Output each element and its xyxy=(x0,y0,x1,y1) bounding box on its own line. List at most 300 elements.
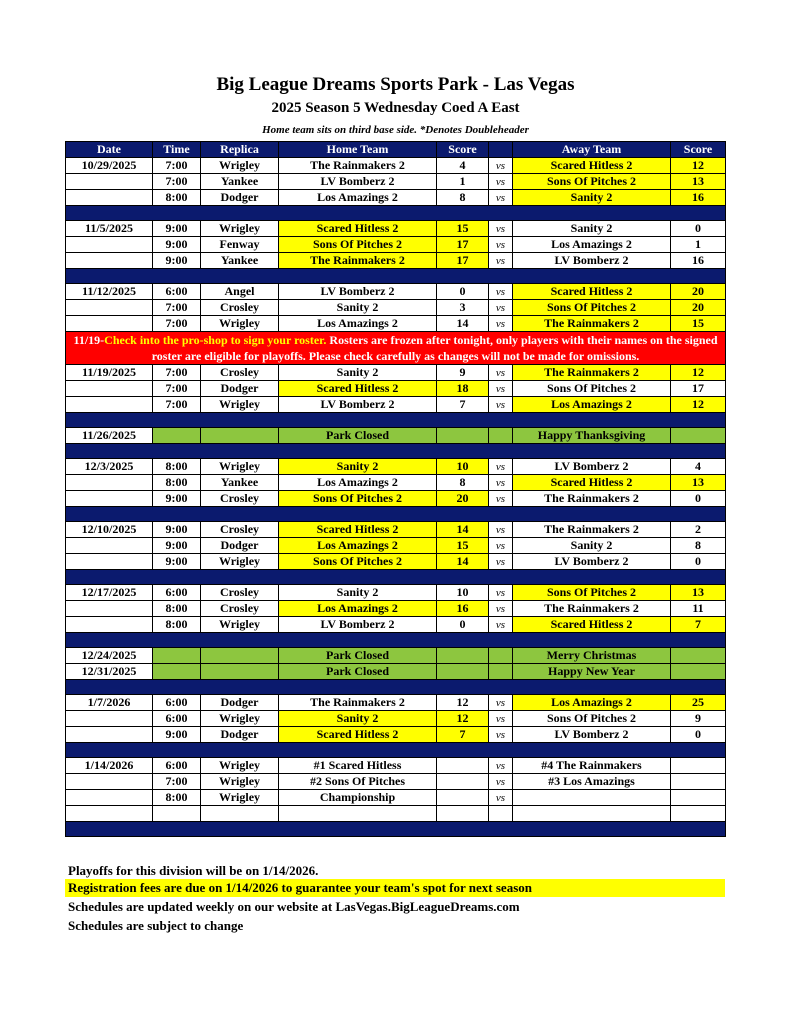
table-row xyxy=(66,300,726,316)
away-team: Scared Hitless 2 xyxy=(513,284,671,300)
away-team: Sanity 2 xyxy=(513,190,671,206)
table-row xyxy=(66,806,726,822)
away-score: 12 xyxy=(671,397,726,413)
separator-cell xyxy=(66,633,726,648)
home-score: 17 xyxy=(437,253,489,269)
game-time: 9:00 xyxy=(153,554,201,570)
separator-cell xyxy=(66,822,726,837)
vs-label xyxy=(489,806,513,822)
game-time: 6:00 xyxy=(153,711,201,727)
vs-label: vs xyxy=(489,475,513,491)
table-row xyxy=(66,664,726,680)
separator-row xyxy=(66,633,726,648)
vs-label: vs xyxy=(489,491,513,507)
away-team: The Rainmakers 2 xyxy=(513,365,671,381)
table-row xyxy=(66,253,726,269)
table-row xyxy=(66,459,726,475)
vs-label: vs xyxy=(489,397,513,413)
roster-notice xyxy=(66,332,726,365)
game-time: 7:00 xyxy=(153,300,201,316)
field-replica: Wrigley xyxy=(201,221,279,237)
home-team: Sons Of Pitches 2 xyxy=(279,237,437,253)
away-score: 11 xyxy=(671,601,726,617)
vs-label: vs xyxy=(489,695,513,711)
field-replica: Yankee xyxy=(201,174,279,190)
away-score: 16 xyxy=(671,190,726,206)
away-team: Sons Of Pitches 2 xyxy=(513,585,671,601)
page-title: Big League Dreams Sports Park - Las Vegas xyxy=(216,74,575,95)
game-date: 11/5/2025 xyxy=(66,221,153,237)
home-score xyxy=(437,790,489,806)
away-score xyxy=(671,774,726,790)
home-score: 14 xyxy=(437,554,489,570)
field-replica xyxy=(201,648,279,664)
field-replica: Crosley xyxy=(201,300,279,316)
table-row xyxy=(66,158,726,174)
vs-label: vs xyxy=(489,617,513,633)
field-replica: Crosley xyxy=(201,522,279,538)
table-row xyxy=(66,174,726,190)
vs-label: vs xyxy=(489,284,513,300)
table-row xyxy=(66,491,726,507)
page-subtitle: 2025 Season 5 Wednesday Coed A East xyxy=(271,100,520,116)
home-score xyxy=(437,774,489,790)
table-row xyxy=(66,758,726,774)
vs-label: vs xyxy=(489,790,513,806)
home-team: Sanity 2 xyxy=(279,711,437,727)
game-date xyxy=(66,190,153,206)
game-date xyxy=(66,237,153,253)
playoffs-note: Playoffs for this division will be on 1/14/2026. xyxy=(68,863,319,878)
game-date xyxy=(66,316,153,332)
away-team: Merry Christmas xyxy=(513,648,671,664)
home-team: Park Closed xyxy=(279,648,437,664)
home-team: Los Amazings 2 xyxy=(279,316,437,332)
separator-row xyxy=(66,413,726,428)
table-row xyxy=(66,648,726,664)
home-score: 16 xyxy=(437,601,489,617)
home-score: 7 xyxy=(437,727,489,743)
home-score xyxy=(437,648,489,664)
home-score: 15 xyxy=(437,538,489,554)
vs-label: vs xyxy=(489,253,513,269)
game-time: 8:00 xyxy=(153,601,201,617)
game-time: 9:00 xyxy=(153,538,201,554)
field-replica: Wrigley xyxy=(201,554,279,570)
game-date: 12/3/2025 xyxy=(66,459,153,475)
game-date: 11/12/2025 xyxy=(66,284,153,300)
table-row xyxy=(66,585,726,601)
away-score: 13 xyxy=(671,475,726,491)
notice-highlight: Check into the pro-shop to sign your roster. xyxy=(104,333,327,347)
away-team: LV Bomberz 2 xyxy=(513,459,671,475)
separator-cell xyxy=(66,269,726,284)
away-score: 20 xyxy=(671,300,726,316)
game-time: 9:00 xyxy=(153,727,201,743)
vs-label: vs xyxy=(489,554,513,570)
roster-notice-row xyxy=(66,332,726,365)
game-date xyxy=(66,554,153,570)
away-team: Los Amazings 2 xyxy=(513,397,671,413)
table-row xyxy=(66,221,726,237)
vs-label: vs xyxy=(489,221,513,237)
field-replica: Dodger xyxy=(201,538,279,554)
vs-label: vs xyxy=(489,158,513,174)
away-team: Scared Hitless 2 xyxy=(513,617,671,633)
home-score: 7 xyxy=(437,397,489,413)
game-time: 9:00 xyxy=(153,253,201,269)
vs-label: vs xyxy=(489,522,513,538)
game-time: 9:00 xyxy=(153,522,201,538)
away-score xyxy=(671,664,726,680)
col-away-team: Away Team xyxy=(513,142,671,158)
away-score xyxy=(671,790,726,806)
home-score: 18 xyxy=(437,381,489,397)
home-team: Scared Hitless 2 xyxy=(279,221,437,237)
away-team: Sanity 2 xyxy=(513,221,671,237)
game-date xyxy=(66,253,153,269)
field-replica: Fenway xyxy=(201,237,279,253)
game-date: 12/17/2025 xyxy=(66,585,153,601)
away-score: 12 xyxy=(671,158,726,174)
game-time xyxy=(153,664,201,680)
game-time: 9:00 xyxy=(153,491,201,507)
home-score: 1 xyxy=(437,174,489,190)
table-row xyxy=(66,522,726,538)
table-row xyxy=(66,237,726,253)
game-time: 9:00 xyxy=(153,237,201,253)
game-time: 7:00 xyxy=(153,158,201,174)
game-date xyxy=(66,174,153,190)
game-time: 8:00 xyxy=(153,190,201,206)
home-team: Sanity 2 xyxy=(279,585,437,601)
game-time xyxy=(153,806,201,822)
home-score: 12 xyxy=(437,695,489,711)
table-row xyxy=(66,365,726,381)
field-replica: Crosley xyxy=(201,585,279,601)
table-row xyxy=(66,711,726,727)
home-team: LV Bomberz 2 xyxy=(279,617,437,633)
game-time: 7:00 xyxy=(153,774,201,790)
away-team xyxy=(513,806,671,822)
home-team: Scared Hitless 2 xyxy=(279,522,437,538)
field-replica: Wrigley xyxy=(201,774,279,790)
away-team: Happy Thanksgiving xyxy=(513,428,671,444)
field-replica: Wrigley xyxy=(201,158,279,174)
table-row xyxy=(66,790,726,806)
away-score: 12 xyxy=(671,365,726,381)
away-score: 2 xyxy=(671,522,726,538)
away-score: 16 xyxy=(671,253,726,269)
field-replica: Crosley xyxy=(201,601,279,617)
away-score xyxy=(671,648,726,664)
home-team: Los Amazings 2 xyxy=(279,601,437,617)
separator-cell xyxy=(66,206,726,221)
game-date xyxy=(66,397,153,413)
field-replica: Crosley xyxy=(201,491,279,507)
game-date: 12/24/2025 xyxy=(66,648,153,664)
vs-label: vs xyxy=(489,585,513,601)
table-row xyxy=(66,284,726,300)
field-replica: Wrigley xyxy=(201,397,279,413)
game-time: 8:00 xyxy=(153,459,201,475)
away-score: 0 xyxy=(671,727,726,743)
game-date: 11/26/2025 xyxy=(66,428,153,444)
home-team: Scared Hitless 2 xyxy=(279,727,437,743)
table-header xyxy=(66,142,726,158)
game-time: 9:00 xyxy=(153,221,201,237)
table-row xyxy=(66,695,726,711)
away-score xyxy=(671,806,726,822)
away-score: 0 xyxy=(671,491,726,507)
game-time: 6:00 xyxy=(153,585,201,601)
game-date xyxy=(66,300,153,316)
game-date: 1/14/2026 xyxy=(66,758,153,774)
separator-row xyxy=(66,444,726,459)
away-team: The Rainmakers 2 xyxy=(513,316,671,332)
field-replica: Dodger xyxy=(201,695,279,711)
away-team: Los Amazings 2 xyxy=(513,237,671,253)
home-score: 20 xyxy=(437,491,489,507)
home-team: LV Bomberz 2 xyxy=(279,174,437,190)
separator-row xyxy=(66,206,726,221)
vs-label: vs xyxy=(489,758,513,774)
col-home-team: Home Team xyxy=(279,142,437,158)
field-replica: Wrigley xyxy=(201,316,279,332)
separator-cell xyxy=(66,413,726,428)
table-row xyxy=(66,190,726,206)
vs-label: vs xyxy=(489,727,513,743)
away-team: Happy New Year xyxy=(513,664,671,680)
home-score: 14 xyxy=(437,316,489,332)
field-replica: Crosley xyxy=(201,365,279,381)
schedule-table xyxy=(65,141,726,837)
field-replica xyxy=(201,428,279,444)
game-date xyxy=(66,774,153,790)
game-date xyxy=(66,491,153,507)
game-date: 12/10/2025 xyxy=(66,522,153,538)
home-team: Sanity 2 xyxy=(279,459,437,475)
away-team: Scared Hitless 2 xyxy=(513,475,671,491)
game-time: 6:00 xyxy=(153,284,201,300)
away-team: Sons Of Pitches 2 xyxy=(513,300,671,316)
col-vs xyxy=(489,142,513,158)
home-team: Sanity 2 xyxy=(279,300,437,316)
away-team: Sons Of Pitches 2 xyxy=(513,174,671,190)
game-date: 1/7/2026 xyxy=(66,695,153,711)
home-team: The Rainmakers 2 xyxy=(279,695,437,711)
game-time: 7:00 xyxy=(153,365,201,381)
game-date: 12/31/2025 xyxy=(66,664,153,680)
away-team: Sons Of Pitches 2 xyxy=(513,381,671,397)
website-note: Schedules are updated weekly on our website at LasVegas.BigLeagueDreams.com xyxy=(68,899,520,914)
home-team: Sons Of Pitches 2 xyxy=(279,554,437,570)
separator-cell xyxy=(66,743,726,758)
away-score xyxy=(671,758,726,774)
home-team: Sons Of Pitches 2 xyxy=(279,491,437,507)
away-team: The Rainmakers 2 xyxy=(513,491,671,507)
away-score: 1 xyxy=(671,237,726,253)
home-score: 10 xyxy=(437,459,489,475)
vs-label: vs xyxy=(489,237,513,253)
separator-row xyxy=(66,570,726,585)
away-team: LV Bomberz 2 xyxy=(513,253,671,269)
home-score: 8 xyxy=(437,475,489,491)
game-time: 7:00 xyxy=(153,174,201,190)
away-team: Scared Hitless 2 xyxy=(513,158,671,174)
separator-row xyxy=(66,743,726,758)
home-team: The Rainmakers 2 xyxy=(279,158,437,174)
home-score xyxy=(437,806,489,822)
change-note: Schedules are subject to change xyxy=(68,918,244,933)
field-replica: Yankee xyxy=(201,475,279,491)
game-date xyxy=(66,475,153,491)
field-replica: Angel xyxy=(201,284,279,300)
game-date xyxy=(66,617,153,633)
col-home-score: Score xyxy=(437,142,489,158)
home-score: 9 xyxy=(437,365,489,381)
vs-label: vs xyxy=(489,365,513,381)
field-replica: Wrigley xyxy=(201,711,279,727)
home-team xyxy=(279,806,437,822)
vs-label: vs xyxy=(489,174,513,190)
home-team: Championship xyxy=(279,790,437,806)
game-time: 7:00 xyxy=(153,316,201,332)
home-team: Los Amazings 2 xyxy=(279,190,437,206)
game-date xyxy=(66,601,153,617)
vs-label: vs xyxy=(489,300,513,316)
away-score: 9 xyxy=(671,711,726,727)
home-score: 4 xyxy=(437,158,489,174)
separator-cell xyxy=(66,680,726,695)
home-score: 0 xyxy=(437,284,489,300)
game-time: 8:00 xyxy=(153,475,201,491)
home-team: #1 Scared Hitless xyxy=(279,758,437,774)
vs-label: vs xyxy=(489,711,513,727)
home-score xyxy=(437,428,489,444)
away-team: Sons Of Pitches 2 xyxy=(513,711,671,727)
home-team: Los Amazings 2 xyxy=(279,475,437,491)
away-score: 20 xyxy=(671,284,726,300)
game-time: 8:00 xyxy=(153,617,201,633)
separator-row xyxy=(66,269,726,284)
notice-prefix: 11/19- xyxy=(73,333,105,347)
home-score xyxy=(437,664,489,680)
vs-label: vs xyxy=(489,190,513,206)
away-team: #4 The Rainmakers xyxy=(513,758,671,774)
home-score: 8 xyxy=(437,190,489,206)
home-score: 0 xyxy=(437,617,489,633)
game-date: 11/19/2025 xyxy=(66,365,153,381)
home-team: Scared Hitless 2 xyxy=(279,381,437,397)
away-score: 8 xyxy=(671,538,726,554)
away-score: 13 xyxy=(671,585,726,601)
home-score: 10 xyxy=(437,585,489,601)
away-score: 15 xyxy=(671,316,726,332)
away-score: 17 xyxy=(671,381,726,397)
field-replica: Wrigley xyxy=(201,459,279,475)
field-replica: Dodger xyxy=(201,727,279,743)
game-time: 8:00 xyxy=(153,790,201,806)
separator-row xyxy=(66,680,726,695)
notice-text: Rosters are frozen after tonight, only players with their names on the signed roster are eligible for playoffs. Please check carefully as changes will not be made for omissions. xyxy=(151,333,718,363)
separator-cell xyxy=(66,444,726,459)
home-team: #2 Sons Of Pitches xyxy=(279,774,437,790)
away-score: 7 xyxy=(671,617,726,633)
away-team: The Rainmakers 2 xyxy=(513,601,671,617)
home-score: 3 xyxy=(437,300,489,316)
away-score: 4 xyxy=(671,459,726,475)
vs-label xyxy=(489,648,513,664)
vs-label: vs xyxy=(489,459,513,475)
table-row xyxy=(66,774,726,790)
home-team: LV Bomberz 2 xyxy=(279,284,437,300)
field-replica: Dodger xyxy=(201,190,279,206)
col-away-score: Score xyxy=(671,142,726,158)
away-team: LV Bomberz 2 xyxy=(513,554,671,570)
table-row xyxy=(66,475,726,491)
away-team: #3 Los Amazings xyxy=(513,774,671,790)
separator-row xyxy=(66,507,726,522)
home-team: Los Amazings 2 xyxy=(279,538,437,554)
col-replica: Replica xyxy=(201,142,279,158)
game-date xyxy=(66,538,153,554)
table-row xyxy=(66,538,726,554)
home-team: LV Bomberz 2 xyxy=(279,397,437,413)
table-row xyxy=(66,316,726,332)
separator-cell xyxy=(66,570,726,585)
header-note: Home team sits on third base side. *Denotes Doubleheader xyxy=(262,124,529,136)
home-score: 14 xyxy=(437,522,489,538)
field-replica: Wrigley xyxy=(201,617,279,633)
away-score: 0 xyxy=(671,554,726,570)
game-time: 7:00 xyxy=(153,397,201,413)
game-time xyxy=(153,648,201,664)
game-date xyxy=(66,711,153,727)
field-replica: Wrigley xyxy=(201,790,279,806)
game-time: 7:00 xyxy=(153,381,201,397)
field-replica xyxy=(201,664,279,680)
vs-label: vs xyxy=(489,774,513,790)
vs-label xyxy=(489,664,513,680)
table-row xyxy=(66,617,726,633)
home-team: Sanity 2 xyxy=(279,365,437,381)
away-score xyxy=(671,428,726,444)
home-score: 15 xyxy=(437,221,489,237)
game-time: 6:00 xyxy=(153,758,201,774)
vs-label: vs xyxy=(489,538,513,554)
game-date xyxy=(66,806,153,822)
away-score: 0 xyxy=(671,221,726,237)
registration-note: Registration fees are due on 1/14/2026 to guarantee your team's spot for next season xyxy=(65,879,725,897)
away-team: Los Amazings 2 xyxy=(513,695,671,711)
field-replica xyxy=(201,806,279,822)
away-team: LV Bomberz 2 xyxy=(513,727,671,743)
col-time: Time xyxy=(153,142,201,158)
game-time xyxy=(153,428,201,444)
vs-label: vs xyxy=(489,601,513,617)
away-team: The Rainmakers 2 xyxy=(513,522,671,538)
vs-label xyxy=(489,428,513,444)
home-team: Park Closed xyxy=(279,664,437,680)
separator-row xyxy=(66,822,726,837)
table-row xyxy=(66,601,726,617)
table-row xyxy=(66,381,726,397)
away-team: Sanity 2 xyxy=(513,538,671,554)
table-row xyxy=(66,397,726,413)
field-replica: Wrigley xyxy=(201,758,279,774)
vs-label: vs xyxy=(489,316,513,332)
